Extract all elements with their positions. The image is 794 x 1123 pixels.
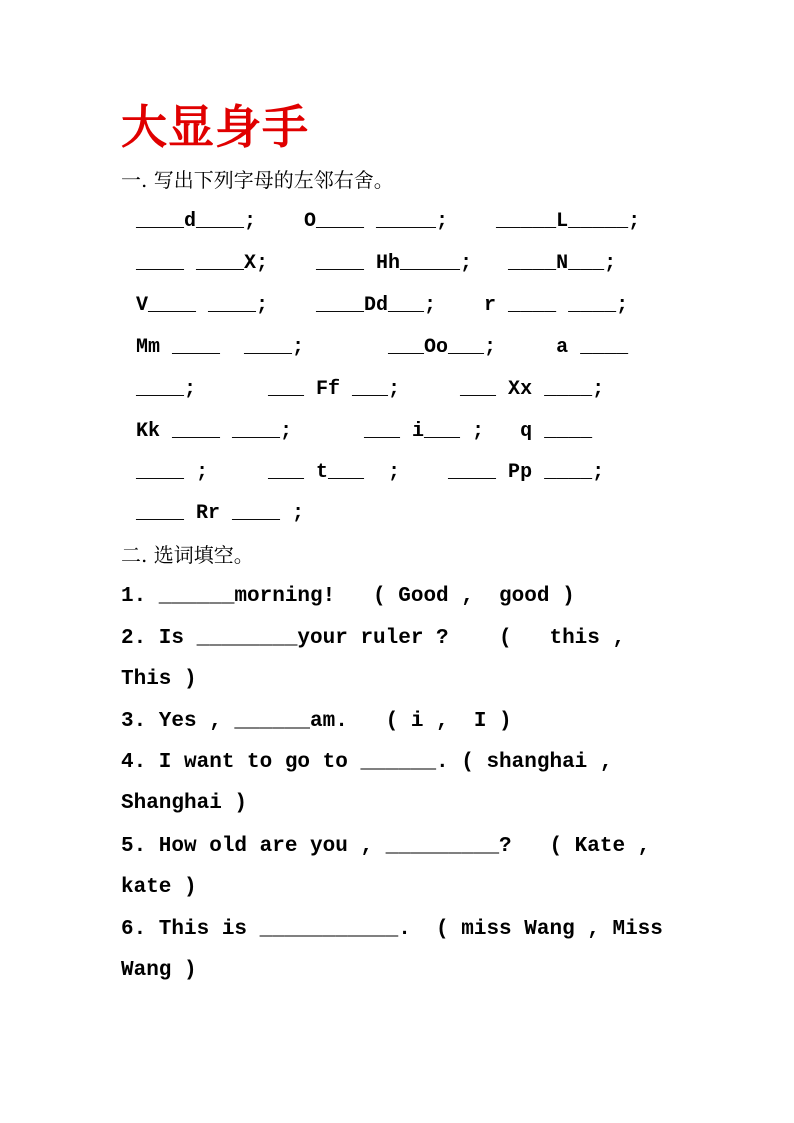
question-line: 6. This is ___________. ( miss Wang , Miss [121, 918, 663, 941]
section-1-heading: 一. 写出下列字母的左邻右舍。 [121, 168, 394, 192]
letter-exercise-line: ____d____; O____ _____; _____L_____; [136, 210, 641, 233]
question-line: Shanghai ) [121, 792, 248, 815]
letter-exercise-line: Mm ____ ____; ___Oo___; a ____ [136, 336, 629, 359]
question-line: 5. How old are you , _________? ( Kate , [121, 835, 651, 858]
letter-exercise-line: V____ ____; ____Dd___; r ____ ____; [136, 294, 629, 317]
question-line: Wang ) [121, 959, 197, 982]
question-line: 3. Yes , ______am. ( i , I ) [121, 710, 512, 733]
section-2-heading: 二. 选词填空。 [121, 543, 254, 567]
question-line: 1. ______morning! ( Good , good ) [121, 585, 575, 608]
letter-exercise-line: Kk ____ ____; ___ i___ ; q ____ [136, 420, 593, 443]
page-title: 大显身手 [121, 100, 309, 154]
question-line: 2. Is ________your ruler ? ( this , [121, 627, 626, 650]
question-line: This ) [121, 668, 197, 691]
letter-exercise-line: ____; ___ Ff ___; ___ Xx ____; [136, 378, 605, 401]
letter-exercise-line: ____ ____X; ____ Hh_____; ____N___; [136, 252, 617, 275]
question-line: kate ) [121, 876, 197, 899]
letter-exercise-line: ____ Rr ____ ; [136, 502, 305, 525]
question-line: 4. I want to go to ______. ( shanghai , [121, 751, 613, 774]
letter-exercise-line: ____ ; ___ t___ ; ____ Pp ____; [136, 461, 605, 484]
